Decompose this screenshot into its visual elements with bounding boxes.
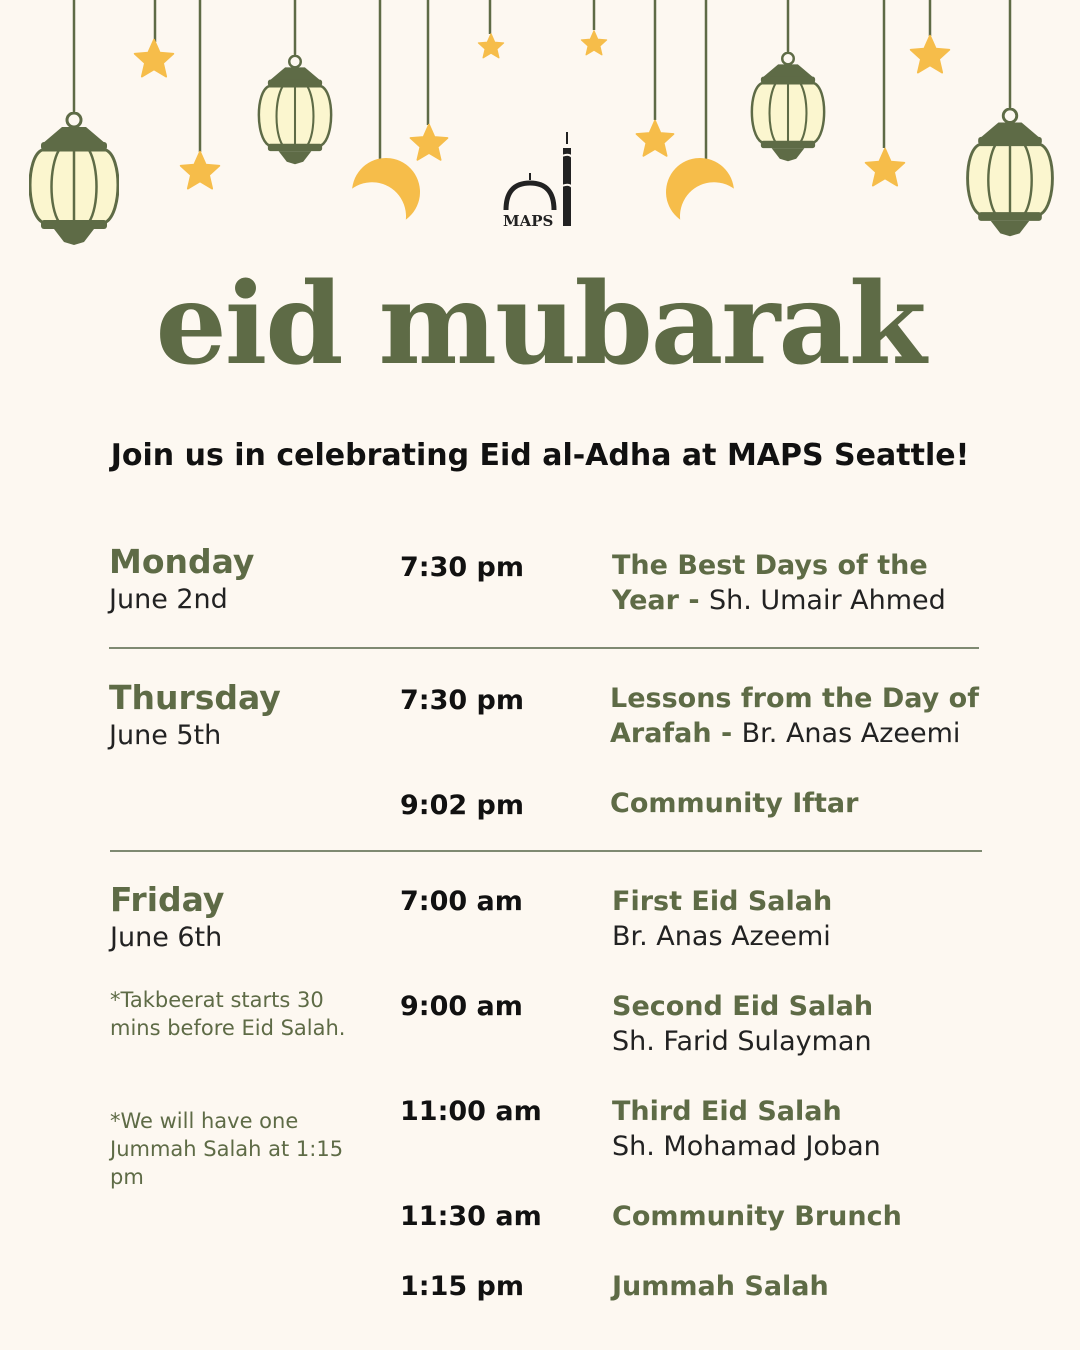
star-icon <box>478 34 503 58</box>
event-title-line2: Arafah <box>610 718 712 749</box>
lantern-icon <box>968 109 1053 236</box>
star-icon <box>637 121 674 156</box>
event-title-text: Second Eid Salah <box>612 991 874 1022</box>
lantern-icon <box>752 53 824 161</box>
event-time: 7:00 am <box>400 886 523 917</box>
event-title <box>610 681 979 751</box>
star-icon <box>581 31 606 55</box>
event-title-line2: Year <box>612 585 679 616</box>
note-takbeerat: *Takbeerat starts 30 mins before Eid Salah. <box>110 988 346 1040</box>
event-title-line1: Lessons from the Day of <box>610 683 979 714</box>
event-title <box>610 786 858 821</box>
event-title-text: Jummah Salah <box>612 1271 829 1302</box>
event-title <box>612 1199 902 1234</box>
event-title <box>612 989 873 1059</box>
event-time: 9:02 pm <box>400 790 525 821</box>
event-title-text: Community Brunch <box>612 1201 902 1232</box>
day-name-friday: Friday <box>110 880 225 919</box>
event-separator: - <box>678 585 709 616</box>
event-speaker: Sh. Mohamad Joban <box>612 1131 881 1162</box>
divider <box>109 647 979 649</box>
logo-text: MAPS <box>503 212 554 230</box>
event-title <box>612 548 946 618</box>
event-speaker: Br. Anas Azeemi <box>612 921 831 952</box>
event-time: 11:00 am <box>400 1096 542 1127</box>
event-time: 9:00 am <box>400 991 523 1022</box>
event-time: 1:15 pm <box>400 1271 525 1302</box>
event-time: 7:30 pm <box>400 685 525 716</box>
event-title-line1: The Best Days of the <box>612 550 928 581</box>
page-title: eid mubarak <box>155 259 925 390</box>
event-time: 11:30 am <box>400 1201 542 1232</box>
star-icon <box>181 152 220 189</box>
event-title-text: First Eid Salah <box>612 886 833 917</box>
day-name-monday: Monday <box>109 542 255 581</box>
note-jummah: *We will have one Jummah Salah at 1:15 pm <box>110 1109 344 1189</box>
star-icon <box>911 36 950 73</box>
event-time: 7:30 pm <box>400 552 525 583</box>
day-date-thursday: June 5th <box>109 720 222 751</box>
event-speaker: Br. Anas Azeemi <box>741 718 961 749</box>
page-subtitle: Join us in celebrating Eid al-Adha at MAPS Seattle! <box>110 438 970 473</box>
event-speaker: Sh. Umair Ahmed <box>708 585 946 616</box>
lantern-icon <box>30 113 118 245</box>
event-title <box>612 884 832 954</box>
day-date-monday: June 2nd <box>109 584 228 615</box>
event-separator: - <box>711 718 742 749</box>
star-icon <box>135 40 174 77</box>
star-icon <box>866 149 905 186</box>
day-name-thursday: Thursday <box>109 678 281 717</box>
crescent-moon-icon <box>654 146 747 239</box>
event-title-text: Community Iftar <box>610 788 859 819</box>
event-title <box>612 1094 881 1164</box>
event-title <box>612 1269 829 1304</box>
star-icon <box>411 125 448 160</box>
day-date-friday: June 6th <box>110 922 223 953</box>
event-speaker: Sh. Farid Sulayman <box>612 1026 872 1057</box>
event-title-text: Third Eid Salah <box>612 1096 842 1127</box>
divider <box>110 850 982 852</box>
lantern-icon <box>259 56 331 164</box>
